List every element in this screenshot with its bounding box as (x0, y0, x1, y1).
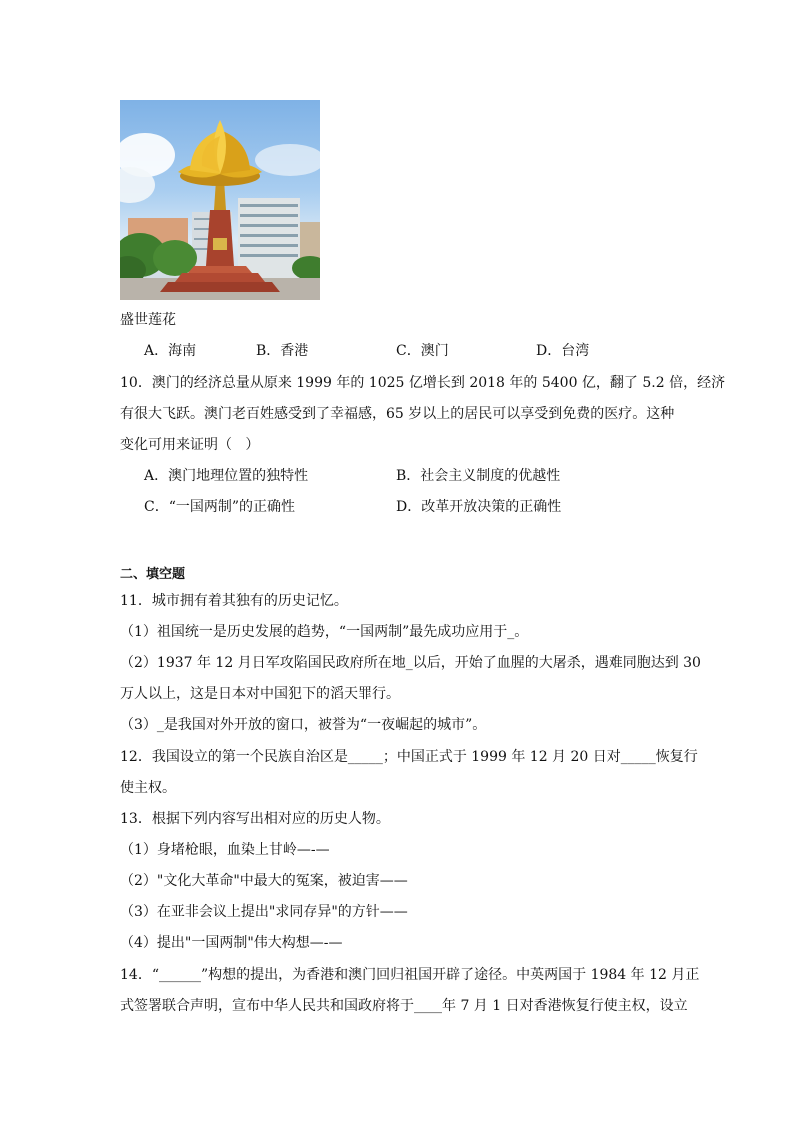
q13-line: 13．根据下列内容写出相对应的历史人物。 (120, 811, 390, 827)
q13-line: （3）在亚非会议上提出"求同存异"的方针—— (120, 904, 408, 920)
image-caption: 盛世莲花 (120, 312, 176, 328)
q10-option-b: B．社会主义制度的优越性 (396, 468, 561, 484)
section-title: 二、填空题 (120, 567, 186, 582)
golden-lotus-illustration (120, 100, 320, 300)
q9-option-b: B．香港 (256, 343, 309, 359)
q13-line: （4）提出"一国两制"伟大构想—-— (120, 935, 343, 951)
q11-line: 11．城市拥有着其独有的历史记忆。 (120, 593, 348, 609)
q10-stem-line: 变化可用来证明（ ） (120, 437, 260, 453)
q14-line: 14．“______”构想的提出，为香港和澳门回归祖国开辟了途径。中英两国于 1984 年 12 月正 (120, 967, 700, 983)
q10-stem-line: 有很大飞跃。澳门老百姓感受到了幸福感，65 岁以上的居民可以享受到免费的医疗。这种 (120, 406, 675, 422)
q13-line: （2）"文化大革命"中最大的冤案，被迫害—— (120, 873, 408, 889)
q11-line: 万人以上，这是日本对中国犯下的滔天罪行。 (120, 686, 400, 702)
q11-line: （3）_是我国对外开放的窗口，被誉为“一夜崛起的城市”。 (120, 717, 487, 733)
q12-line: 使主权。 (120, 780, 176, 796)
q11-line: （2）1937 年 12 月日军攻陷国民政府所在地_以后，开始了血腥的大屠杀，遇难同胞达到 30 (120, 655, 701, 671)
golden-lotus-photo (120, 100, 320, 300)
q11-line: （1）祖国统一是历史发展的趋势，“一国两制”最先成功应用于_。 (120, 624, 529, 640)
q13-line: （1）身堵枪眼，血染上甘岭—-— (120, 842, 330, 858)
q9-option-c: C．澳门 (396, 343, 449, 359)
q12-line: 12．我国设立的第一个民族自治区是_____；中国正式于 1999 年 12 月 20 日对_____恢复行 (120, 749, 698, 765)
q9-option-a: A．海南 (144, 343, 197, 359)
q10-stem-line: 10．澳门的经济总量从原来 1999 年的 1025 亿增长到 2018 年的 5400 亿，翻了 5.2 倍，经济 (120, 375, 726, 391)
q10-option-c: C．“一国两制”的正确性 (144, 499, 296, 515)
q10-option-a: A．澳门地理位置的独特性 (144, 468, 309, 484)
q9-option-d: D．台湾 (536, 343, 590, 359)
q10-option-d: D．改革开放决策的正确性 (396, 499, 562, 515)
q14-line: 式签署联合声明，宣布中华人民共和国政府将于____年 7 月 1 日对香港恢复行使主权，设立 (120, 998, 688, 1014)
